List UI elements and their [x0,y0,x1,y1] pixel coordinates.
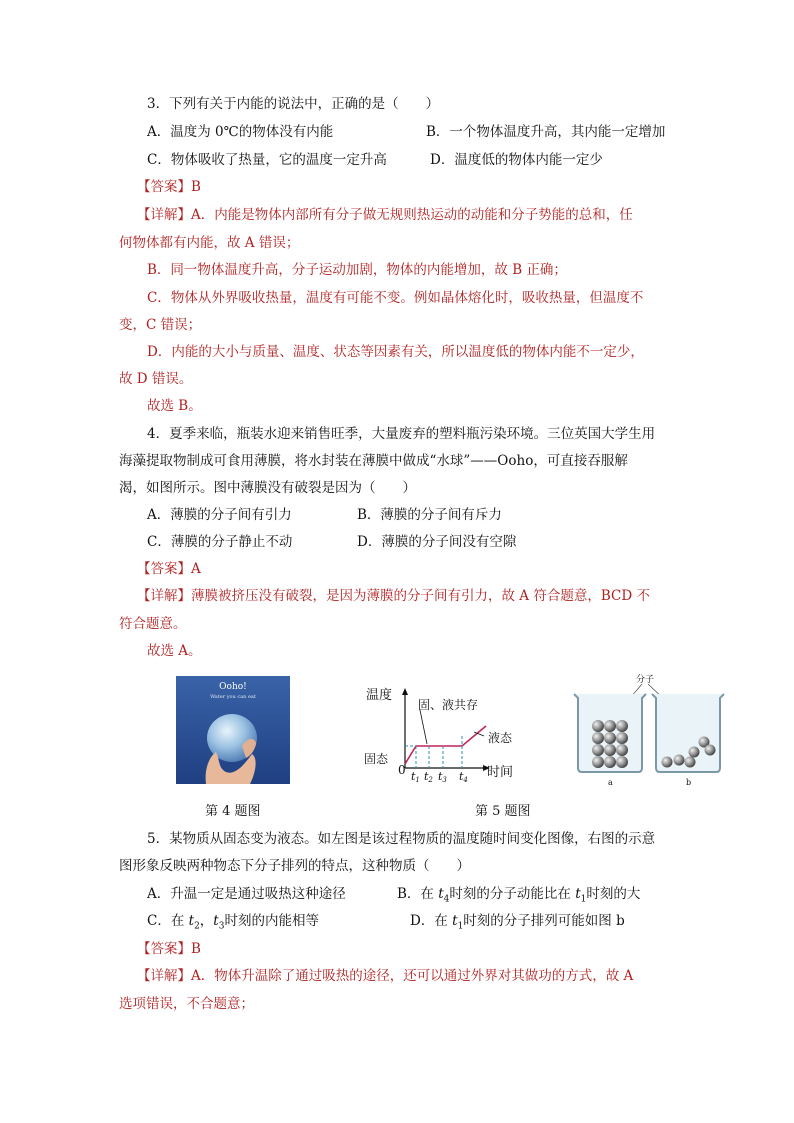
t2-tick-label: t2 [424,770,433,782]
q4-stem-line-3: 渴，如图所示。图中薄膜没有破裂是因为（ ） [119,480,416,496]
temperature-time-graph [364,682,524,782]
q3-option-b: B．一个物体温度升高，其内能一定增加 [426,124,666,140]
explanation-label: 【详解】 [137,968,191,984]
q3-explanation-line-7: 故 D 错误。 [119,371,193,387]
q3-explanation-line-2: 何物体都有内能，故 A 错误； [119,235,300,251]
ooho-photo [176,676,290,784]
photo-title: Ooho! [219,682,247,692]
photo-subtitle: Water you can eat [210,694,256,700]
y-axis-arrow [402,688,408,695]
answer-value: B [191,179,201,195]
q3-answer [137,178,201,196]
q4-conclusion: 故选 A。 [147,643,202,659]
q3-explanation-line-6: D．内能的大小与质量、温度、状态等因素有关，所以温度低的物体内能不一定少， [147,344,644,360]
q4-option-c: C．薄膜的分子静止不动 [147,534,293,550]
beaker-a-label: a [608,778,613,787]
coexist-label: 固、液共存 [418,698,479,712]
origin-label: 0 [398,763,406,777]
q3-conclusion: 故选 B。 [147,398,202,414]
q5-option-a: A．升温一定是通过吸热这种途径 [147,886,346,902]
solid-state-label: 固态 [364,752,389,766]
q3-explanation-line-5: 变，C 错误； [119,317,202,333]
answer-value: B [191,941,201,957]
answer-label: 【答案】 [137,941,191,957]
temperature-curve [405,726,486,764]
q4-explanation-line-2: 符合题意。 [119,616,187,632]
t1-tick-label: t1 [411,770,420,782]
q4-option-b: B．薄膜的分子间有斥力 [357,507,502,523]
q5-explanation-line-2: 选项错误，不合题意； [119,996,254,1012]
coexist-pointer [420,710,427,744]
q3-explanation-line-1 [137,206,633,224]
q5-stem-line-1: 5．某物质从固态变为液态。如左图是该过程物质的温度随时间变化图像，右图的示意 [147,831,656,847]
molecule-beakers [570,670,730,788]
explanation-text: A．内能是物体内部所有分子做无规则热运动的动能和分子势能的总和，任 [191,207,633,223]
q3-option-d: D．温度低的物体内能一定少 [430,152,603,168]
q5-option-b: B．在 $t_4$时刻的分子动能比在 $t_1$时刻的大 [397,886,641,905]
explanation-text: 薄膜被挤压没有破裂，是因为薄膜的分子间有引力，故 A 符合题意，BCD 不 [191,588,650,604]
x-axis-label: 时间 [487,765,514,780]
t4-tick-label: t4 [459,770,468,782]
molecule-label: 分子 [636,675,655,685]
q4-option-a: A．薄膜的分子间有引力 [147,507,292,523]
y-axis-label: 温度 [366,688,393,703]
explanation-label: 【详解】 [137,588,191,604]
q4-answer [137,560,201,578]
q3-explanation-line-4: C．物体从外界吸收热量，温度有可能不变。例如晶体熔化时，吸收热量，但温度不 [147,290,644,306]
q3-explanation-line-3: B．同一物体温度升高，分子运动加剧，物体的内能增加，故 B 正确； [147,262,567,278]
q5-option-c: C．在 $t_2$，$t_3$时刻的内能相等 [147,913,319,932]
q5-answer [137,940,201,958]
explanation-label: 【详解】 [137,207,191,223]
beaker-b-label: b [686,778,692,787]
q5-explanation-line-1 [137,967,633,985]
answer-label: 【答案】 [137,561,191,577]
explanation-text: A．物体升温除了通过吸热的途径，还可以通过外界对其做功的方式，故 A [191,968,634,984]
q5-stem-line-2: 图形象反映两种物态下分子排列的特点，这种物质（ ） [119,858,470,874]
q5-option-d: D．在 $t_1$时刻的分子排列可能如图 b [410,913,625,932]
answer-label: 【答案】 [137,179,191,195]
q3-stem: 3．下列有关于内能的说法中，正确的是（ ） [147,96,440,112]
q3-option-a: A．温度为 0℃的物体没有内能 [147,124,334,140]
q3-option-c: C．物体吸收了热量，它的温度一定升高 [147,152,387,168]
t3-tick-label: t3 [438,770,447,782]
figure-4-caption: 第 4 题图 [205,804,261,819]
figure-5-caption: 第 5 题图 [475,804,531,819]
q4-option-d: D．薄膜的分子间没有空隙 [357,534,517,550]
q4-stem-line-2: 海藻提取物制成可食用薄膜，将水封装在薄膜中做成“水球”——Ooho，可直接吞服解 [119,453,628,469]
liquid-state-label: 液态 [488,731,513,745]
q4-explanation-line-1 [137,587,650,605]
q4-stem-line-1: 4．夏季来临，瓶装水迎来销售旺季，大量废弃的塑料瓶污染环境。三位英国大学生用 [147,426,656,442]
answer-value: A [191,561,201,577]
